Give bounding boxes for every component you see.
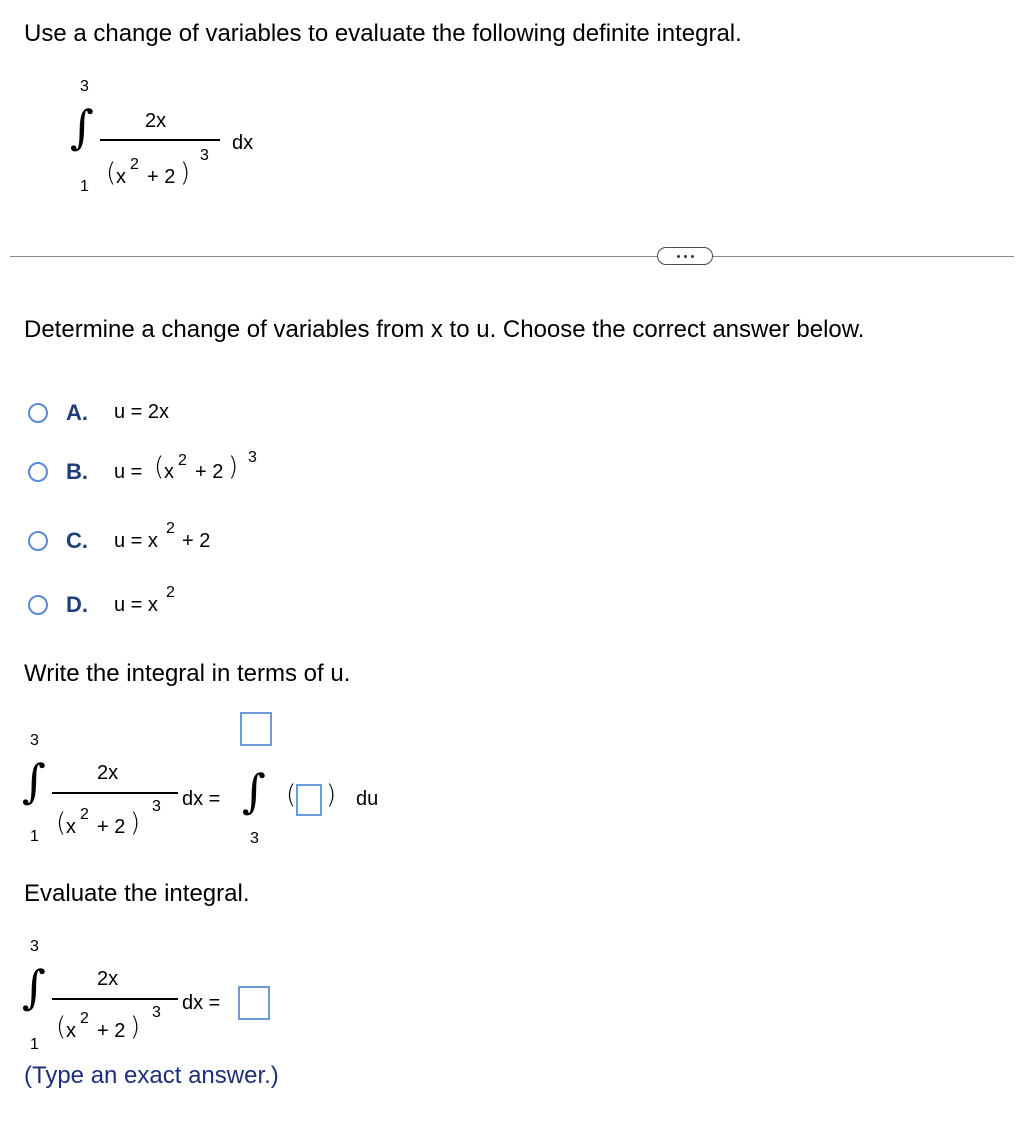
option-a-letter: A. xyxy=(66,400,88,425)
eval-den-plus: + 2 xyxy=(97,1020,126,1042)
option-d-exp: 2 xyxy=(166,584,175,601)
ellipsis-icon xyxy=(677,255,694,258)
upper-limit-lhs: 3 xyxy=(30,732,39,749)
integral-sign: ∫ xyxy=(70,100,94,154)
eval-den-exp: 2 xyxy=(80,1010,89,1027)
du-label: du xyxy=(356,788,379,810)
upper-limit-input[interactable] xyxy=(240,712,272,746)
option-b[interactable] xyxy=(28,449,428,492)
option-a[interactable] xyxy=(28,398,428,428)
integral-sign-lhs: ∫ xyxy=(22,754,46,808)
option-d-prefix: u = x xyxy=(114,594,158,616)
den-exp: 2 xyxy=(130,156,139,173)
more-button[interactable] xyxy=(657,247,713,265)
option-b-letter: B. xyxy=(66,459,88,484)
integral-sign-rhs: ∫ xyxy=(242,764,266,818)
section-divider xyxy=(10,256,1014,257)
lhs-den-plus: + 2 xyxy=(97,816,126,838)
answer-input[interactable] xyxy=(238,986,270,1020)
numerator-lhs: 2x xyxy=(97,762,119,784)
lhs-left-paren: ( xyxy=(56,808,67,838)
dx-equals: dx = xyxy=(182,788,221,810)
numerator-eval: 2x xyxy=(97,968,119,990)
lhs-den-base: x xyxy=(66,816,76,838)
integrand-input[interactable] xyxy=(296,784,322,816)
eval-right-paren: ) xyxy=(130,1012,141,1042)
lower-limit-eval: 1 xyxy=(30,1036,39,1053)
part1-instruction: Determine a change of variables from x to u. Choose the correct answer below. xyxy=(24,316,865,343)
upper-limit: 3 xyxy=(80,78,89,95)
part2-instruction: Write the integral in terms of u. xyxy=(24,660,351,687)
lower-limit: 1 xyxy=(80,178,89,195)
eval-den-power: 3 xyxy=(152,1004,161,1021)
lhs-den-power: 3 xyxy=(152,798,161,815)
eval-left-paren: ( xyxy=(56,1012,67,1042)
answer-hint: (Type an exact answer.) xyxy=(24,1062,279,1089)
eval-dx-equals: dx = xyxy=(182,992,221,1014)
option-b-radio[interactable] xyxy=(28,462,48,482)
evaluate-integral xyxy=(20,932,380,1062)
dx-label: dx xyxy=(232,132,254,154)
den-base: x xyxy=(116,166,126,188)
option-c-prefix: u = x xyxy=(114,530,158,552)
numerator: 2x xyxy=(145,110,167,132)
option-b-exp: 2 xyxy=(178,452,187,469)
option-b-base: x xyxy=(164,461,174,483)
fraction-bar-eval xyxy=(52,998,178,1000)
den-power: 3 xyxy=(200,147,209,164)
option-a-text: u = 2x xyxy=(114,401,170,423)
substituted-integral xyxy=(20,712,440,862)
option-b-power: 3 xyxy=(248,449,257,466)
den-plus: + 2 xyxy=(147,166,176,188)
option-b-prefix: u = xyxy=(114,461,143,483)
option-a-radio[interactable] xyxy=(28,403,48,423)
integral-sign-eval: ∫ xyxy=(22,960,46,1014)
lower-limit-rhs: 3 xyxy=(250,830,259,847)
lower-limit-lhs: 1 xyxy=(30,828,39,845)
eval-den-base: x xyxy=(66,1020,76,1042)
question-prompt: Use a change of variables to evaluate the following definite integral. xyxy=(24,20,742,47)
option-d[interactable] xyxy=(28,584,428,620)
option-c-exp: 2 xyxy=(166,520,175,537)
option-d-radio[interactable] xyxy=(28,595,48,615)
lhs-right-paren: ) xyxy=(130,808,141,838)
rhs-right-paren: ) xyxy=(326,780,337,810)
right-paren: ) xyxy=(180,158,191,188)
fraction-bar xyxy=(100,139,220,141)
option-b-left-paren: ( xyxy=(154,452,165,482)
option-d-letter: D. xyxy=(66,592,88,617)
rhs-left-paren: ( xyxy=(286,780,297,810)
fraction-bar-lhs xyxy=(52,792,178,794)
upper-limit-eval: 3 xyxy=(30,938,39,955)
option-b-plus: + 2 xyxy=(195,461,224,483)
left-paren: ( xyxy=(106,158,117,188)
option-c[interactable] xyxy=(28,522,428,558)
option-c-letter: C. xyxy=(66,528,88,553)
part3-instruction: Evaluate the integral. xyxy=(24,880,250,907)
given-integral xyxy=(60,70,280,210)
option-b-right-paren: ) xyxy=(228,452,239,482)
option-c-plus: + 2 xyxy=(182,530,211,552)
option-c-radio[interactable] xyxy=(28,531,48,551)
lhs-den-exp: 2 xyxy=(80,806,89,823)
